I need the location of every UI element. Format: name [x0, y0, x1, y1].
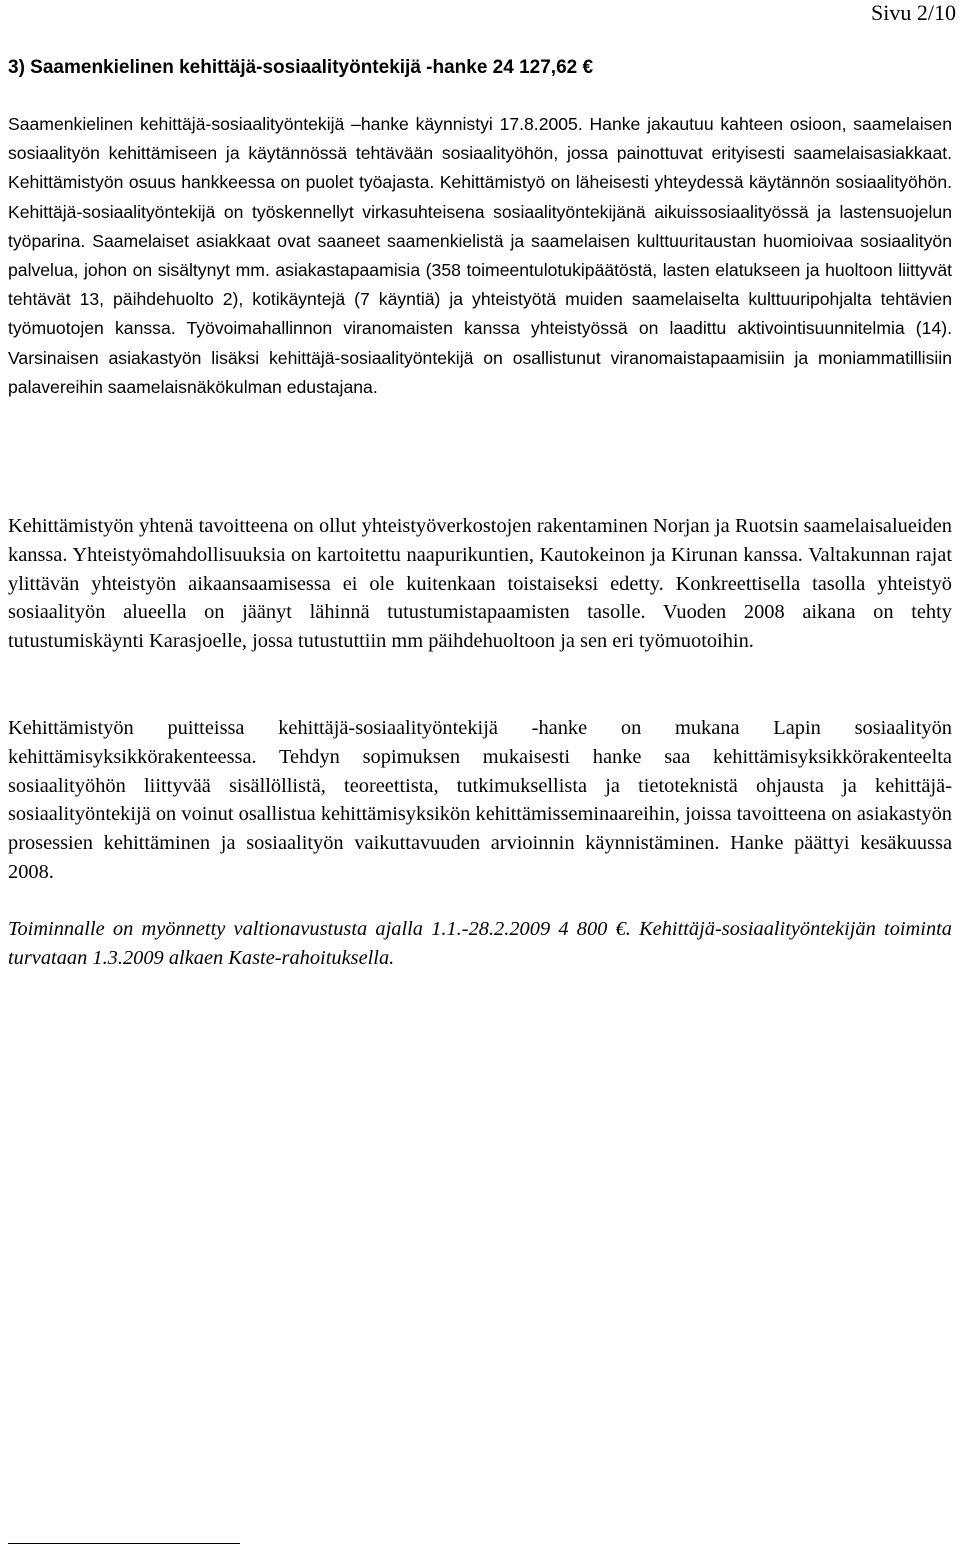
- section-heading: 3) Saamenkielinen kehittäjä-sosiaalityöntekijä -hanke 24 127,62 €: [8, 57, 594, 78]
- footnote-separator: [8, 1543, 240, 1544]
- page-number: Sivu 2/10: [871, 0, 956, 25]
- paragraph-cooperation-networks: Kehittämistyön yhtenä tavoitteena on ollut yhteistyöverkostojen rakentaminen Norjan ja Ruotsin saamelaisalueiden kanssa. Yhteistyömahdollisuuksia on kartoitettu naapurikuntien, Kautokeinon ja Kirunan kanssa. Valtakunnan rajat ylittävän yhteistyön aikaansaamisessa ei ole kuitenkaan toistaiseksi edetty. Konkreettisella tasolla yhteistyö sosiaalityön alueella on jäänyt lähinnä tutustumistapaamisten tasolle. Vuoden 2008 aikana on tehty tutustumiskäynti Karasjoelle, jossa tutustuttiin mm päihdehuoltoon ja sen eri työmuotoihin.: [8, 515, 952, 653]
- paragraph-project-description: Saamenkielinen kehittäjä-sosiaalityöntekijä –hanke käynnistyi 17.8.2005. Hanke jakautuu kahteen osioon, saamelaisen sosiaalityön kehittämiseen ja käytännössä tehtävään sosiaalityöhön, jossa painottuvat erityisesti saamelaisasiakkaat. Kehittämistyön osuus hankkeessa on puolet työajasta. Kehittämistyö on läheisesti yhteydessä käytännön sosiaalityöhön. Kehittäjä-sosiaalityöntekijä on työskennellyt virkasuhteisena sosiaalityöntekijänä aikuissosiaalityössä ja lastensuojelun työparina. Saamelaiset asiakkaat ovat saaneet saamenkielistä ja saamelaisen kulttuuritaustan huomioivaa sosiaalityön palvelua, johon on sisältynyt mm. asiakastapaamisia (358 toimeentulotukipäätöstä, lasten elatukseen ja huoltoon liittyvät tehtävät 13, päihdehuolto 2), kotikäyntejä (7 käyntiä) ja yhteistyötä muiden saamelaiselta kulttuuripohjalta tehtävien työmuotojen kanssa. Työvoimahallinnon viranomaisten kanssa yhteistyössä on laadittu aktivointisuunnitelmia (14). Varsinaisen asiakastyön lisäksi kehittäjä-sosiaalityöntekijä on osallistunut viranomaistapaamisiin ja moniammatillisiin palavereihin saamelaisnäkökulman edustajana.: [8, 114, 952, 397]
- paragraph-development-unit: Kehittämistyön puitteissa kehittäjä-sosiaalityöntekijä -hanke on mukana Lapin sosiaalityön kehittämisyksikkörakenteessa. Tehdyn sopimuksen mukaisesti hanke saa kehittämisyksikkörakenteelta sosiaalityöhön liittyvää sisällöllistä, teoreettista, tutkimuksellista ja tietoteknistä ohjausta ja kehittäjä-sosiaalityöntekijä on voinut osallistua kehittämisyksikön kehittämisseminaareihin, joissa tavoitteena on asiakastyön prosessien kehittäminen ja sosiaalityön vaikuttavuuden arvioinnin käynnistäminen. Hanke päättyi kesäkuussa 2008.: [8, 717, 952, 883]
- paragraph-funding-note: Toiminnalle on myönnetty valtionavustusta ajalla 1.1.-28.2.2009 4 800 €. Kehittäjä-sosiaalityöntekijän toiminta turvataan 1.3.2009 alkaen Kaste-rahoituksella.: [8, 918, 952, 969]
